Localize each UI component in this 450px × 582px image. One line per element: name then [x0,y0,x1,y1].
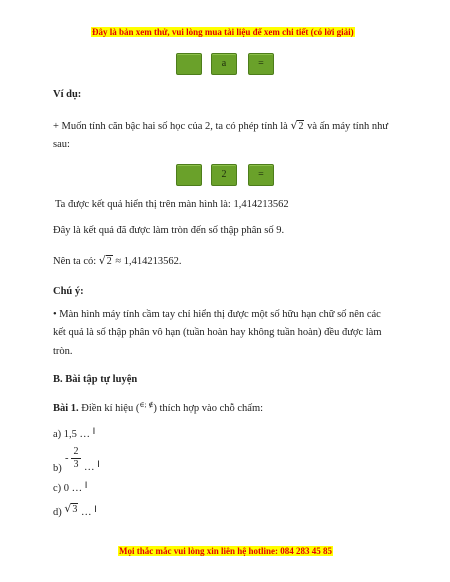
example-line-1 [53,119,388,134]
result-line-1: Ta được kết quả hiển thị trên màn hình là: 1,414213562 [55,199,289,210]
exercise-item-d [53,502,97,520]
section-heading: B. Bài tập tự luyện [53,374,138,385]
irrational-set-symbol: I [84,481,88,491]
calculator-key-blank [176,164,202,186]
item-c-text: c) 0 … [53,483,83,494]
item-b-label: b) [53,463,62,474]
fraction-denominator: 3 [73,459,79,470]
exercise-text-a: Điền kí hiệu ( [81,403,140,414]
sqrt-three: √3 [64,502,78,515]
irrational-set-symbol: I [92,427,96,437]
item-b-sign: - [65,453,69,464]
result-text-b: ≈ 1,414213562. [115,256,182,267]
result-text-a: Nên ta có: [53,256,97,267]
calculator-key-equals: = [248,53,274,75]
sqrt-two: √2 [98,254,112,267]
fraction [71,446,81,471]
radicand: 3 [72,504,78,515]
item-d-label: d) [53,507,62,518]
irrational-set-symbol: I [94,505,97,515]
set-symbols: ∈; ∉ [139,401,154,409]
calculator-key-a: a [211,53,237,75]
example-heading: Ví dụ: [53,89,82,100]
result-line-3 [53,254,182,269]
calculator-key-blank [176,53,202,75]
example-line-2: sau: [53,139,70,150]
example-text-b: và ấn máy tính như [307,121,389,132]
fraction-numerator: 2 [71,446,81,459]
note-line-2: kết quả là số thập phân vô hạn (tuần hoàn hay không tuần hoàn) đều được làm [53,327,382,338]
dots: … [84,462,95,473]
exercise-item-c [53,482,87,496]
irrational-set-symbol: I [97,460,100,470]
item-b-dots [84,461,100,475]
item-a-text: a) 1,5 … [53,429,91,440]
exercise-text-b: ) thích hợp vào chỗ chấm: [153,403,264,414]
exercise-label: Bài 1. [53,403,79,414]
note-line-1: • Màn hình máy tính cầm tay chỉ hiển thị được một số hữu hạn chữ số nên các [53,309,381,320]
dots: … [81,507,92,518]
example-text-a: + Muốn tính căn bậc hai số học của 2, ta có phép tính là [53,121,288,132]
result-line-2: Đây là kết quả đã được làm tròn đến số thập phân số 9. [53,225,285,236]
radicand: 2 [298,121,304,132]
hotline-banner: Mọi thắc mắc vui lòng xin liên hệ hotline: 084 283 45 85 [119,546,333,556]
preview-banner: Đây là bản xem thử, vui lòng mua tài liệu để xem chi tiết (có lời giải) [92,27,354,37]
note-heading: Chú ý: [53,286,84,297]
exercise-prompt [53,402,263,416]
note-line-3: tròn. [53,346,73,357]
exercise-item-a [53,428,95,442]
sqrt-two: √2 [290,119,304,132]
radicand: 2 [106,256,112,267]
calculator-key-equals: = [248,164,274,186]
calculator-key-2: 2 [211,164,237,186]
